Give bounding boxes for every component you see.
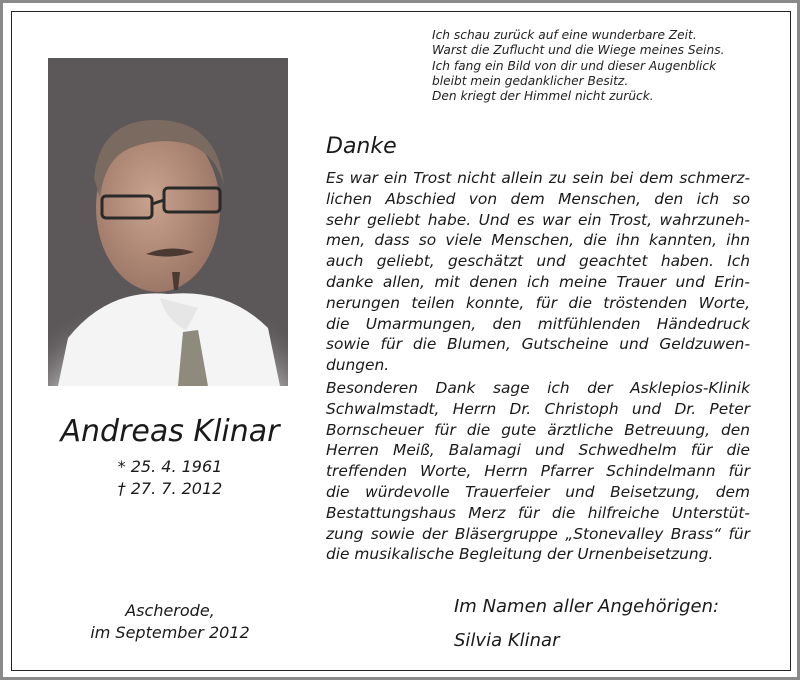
text-line: Es war ein Trost nicht allein zu sein bei dem schmerz- (326, 169, 750, 187)
text-line: Bornscheuer für die gute ärztliche Betreuung, den (326, 420, 750, 439)
text-line: nerungen teilen konnte, für die tröstenden Worte, (326, 293, 750, 312)
signature-name: Silvia Klinar (454, 630, 560, 651)
text-line: die würdevolle Trauerfeier und Beisetzung, dem (326, 482, 750, 501)
text-line: lichen Abschied von dem Menschen, den ich so (326, 189, 750, 208)
thanks-paragraph-2 (326, 378, 750, 565)
text-line: Bestattungshaus Merz für die hilfreiche Unterstüt- (326, 503, 750, 522)
poem-block (432, 28, 782, 104)
text-line: treffenden Worte, Herrn Pfarrer Schindelmann für (326, 462, 750, 481)
deceased-name: Andreas Klinar (60, 414, 280, 449)
text-line: auch geliebt, geschätzt und geachtet haben. Ich (326, 252, 750, 271)
birth-date: * 25. 4. 1961 (117, 457, 223, 476)
life-dates (20, 456, 320, 500)
thanks-paragraph-1 (326, 168, 750, 376)
place-line: Ascherode, (125, 601, 215, 620)
text-line: Schwalmstadt, Herrn Dr. Christoph und Dr. Peter (326, 399, 750, 418)
text-line: Besonderen Dank sage ich der Asklepios-Klinik (326, 379, 750, 397)
text-line: danke allen, mit denen ich meine Trauer und Erin- (326, 272, 750, 291)
poem-line: Warst die Zuflucht und die Wiege meines Seins. (432, 43, 725, 58)
text-line: sowie für die Blumen, Gutscheine und Geldzuwen- (326, 335, 750, 354)
poem-line: Den kriegt der Himmel nicht zurück. (432, 89, 654, 104)
signature-block (454, 590, 719, 658)
poem-line: Ich fang ein Bild von dir und dieser Augenblick (432, 58, 717, 73)
text-line: die Umarmungen, den mitfühlenden Händedruck (326, 314, 750, 333)
portrait-illustration (48, 58, 288, 386)
text-line: sehr geliebt habe. Und es war ein Trost, wahrzuneh- (326, 210, 750, 229)
text-line: die musikalische Begleitung der Urnenbeisetzung. (326, 545, 714, 564)
poem-line: Ich schau zurück auf eine wunderbare Zeit. (432, 28, 697, 42)
thanks-heading: Danke (326, 134, 397, 159)
signature-intro: Im Namen aller Angehörigen: (454, 596, 720, 617)
place-and-date (20, 600, 320, 644)
poem-line: bleibt mein gedanklicher Besitz. (432, 73, 629, 88)
text-line: Herren Meiß, Balamagi und Schwedhelm für die (326, 441, 750, 460)
text-line: men, dass so viele Menschen, die ihn kannten, ihn (326, 231, 750, 250)
death-date: † 27. 7. 2012 (117, 479, 223, 498)
portrait-photo (48, 58, 288, 386)
date-line: im September 2012 (90, 623, 250, 642)
text-line: dungen. (326, 356, 390, 375)
text-line: zung sowie der Bläsergruppe „Stonevalley Brass“ für (326, 524, 750, 543)
